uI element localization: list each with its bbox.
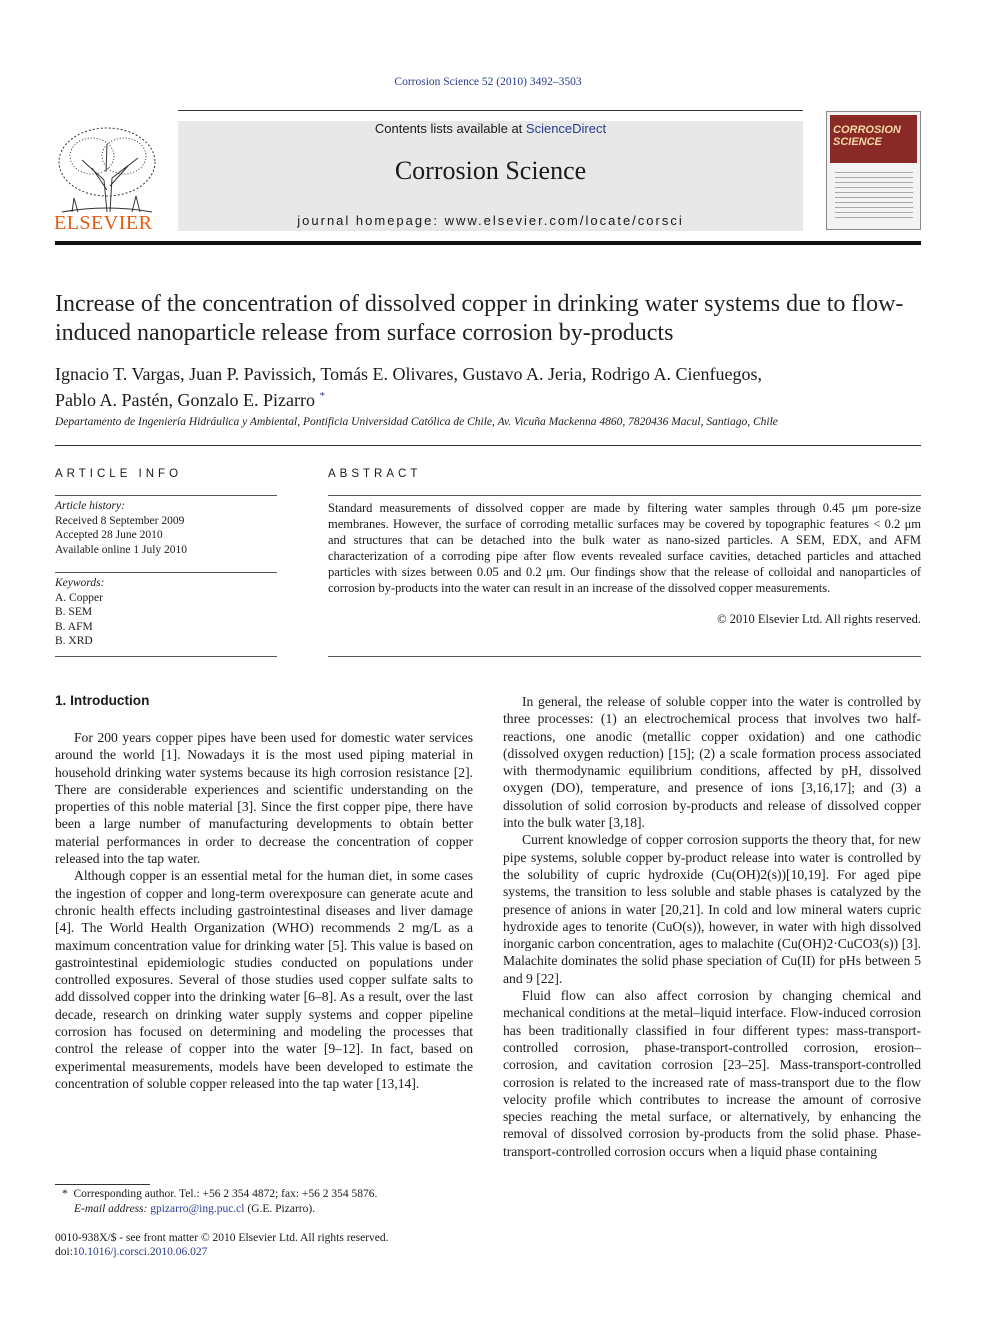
- email-label: E-mail address:: [74, 1202, 151, 1215]
- article-info-label: ARTICLE INFO: [55, 468, 183, 480]
- online-date: Available online 1 July 2010: [55, 543, 188, 556]
- article-history: [55, 499, 187, 557]
- section-heading-introduction: 1. Introduction: [55, 693, 150, 708]
- corresponding-author-mark[interactable]: *: [319, 390, 325, 402]
- info-rule: [55, 656, 277, 657]
- doi-line: [55, 1245, 475, 1259]
- cover-contents-lines: [835, 172, 913, 222]
- body-paragraph: In general, the release of soluble copper into the water is controlled by three processes: (1) an electrochemical process that involves two half-reactions, one anodic (metallic copper oxidation) and one cathodic (dissolved oxygen reduction) [15]; (2) a scale formation process associated with thermodynamic equilibrium conditions, affected by pH, dissolved oxygen (DO), temperature, and presence of ions [3,16,17]; and (3) a dissolution of solid corrosion by-products and release of dissolved copper into the bulk water [3,18].: [503, 694, 921, 831]
- received-date: Received 8 September 2009: [55, 514, 185, 527]
- doi-label: doi:: [55, 1246, 73, 1258]
- journal-cover-thumbnail[interactable]: [826, 111, 921, 230]
- author-list: [55, 363, 935, 411]
- journal-name: Corrosion Science: [394, 156, 587, 185]
- cover-title: CORROSION SCIENCE: [833, 124, 901, 148]
- header-rule: [178, 110, 803, 111]
- body-column-left: [55, 729, 473, 1092]
- body-paragraph: Current knowledge of copper corrosion supports the theory that, for new pipe systems, soluble copper by-product release into water is controlled by the solubility of cupric hydroxide (Cu(OH)2(s))[10,19]. For aged pipe systems, the transition to less soluble and stable phases is catalyzed by the presence of anions in water [20,21]. In cold and low mineral waters cupric hydroxide ages to tenorite (CuO(s)), however, in water with high dissolved inorganic carbon concentration, ages to malachite (Cu(OH)2·CuCO3(s)) [3]. Malachite dominates the solid phase speciation of Cu(II) for pHs between 5 and 9 [22].: [503, 832, 921, 986]
- body-paragraph: Although copper is an essential metal for the human diet, in some cases the ingestion of copper and long-term overexposure can generate acute and chronic health effects including gastrointestinal diseases and liver damage [4]. The World Health Organization (WHO) recommends 2 mg/L as a maximum concentration value for drinking water [5]. This value is based on gastrointestinal epidemiologic studies conducted on populations under controlled exposures. Several of those studies used copper sulfate salts to add dissolved copper into the drinking water [6–8]. As a result, over the last decade, research on drinking water supply systems and copper pipeline corrosion has focused on determining and modeling the processes that control the release of copper into the water [9–12]. In fact, based on experimental measurements, models have been developed to estimate the concentration of soluble copper released into the tap water [13,14].: [55, 868, 473, 1091]
- issn-line: 0010-938X/$ - see front matter © 2010 Elsevier Ltd. All rights reserved.: [55, 1232, 389, 1244]
- keyword: B. SEM: [55, 606, 93, 618]
- footnote-line: Corresponding author. Tel.: +56 2 354 4872; fax: +56 2 354 5876.: [73, 1188, 378, 1200]
- corresponding-footnote: [62, 1187, 482, 1216]
- header-thick-rule: [55, 241, 921, 245]
- elsevier-wordmark: ELSEVIER: [54, 212, 153, 234]
- doi-link[interactable]: 10.1016/j.corsci.2010.06.027: [72, 1246, 208, 1258]
- info-rule: [55, 495, 277, 496]
- sciencedirect-link[interactable]: ScienceDirect: [525, 121, 607, 136]
- journal-homepage[interactable]: journal homepage: www.elsevier.com/locate/corsci: [297, 213, 684, 228]
- abstract-rule: [328, 656, 921, 657]
- affiliation: Departamento de Ingeniería Hidráulica y Ambiental, Pontificia Universidad Católica de Chile, Av. Vicuña Mackenna 4860, 7820436 Macul, Santiago, Chile: [55, 416, 778, 428]
- footnote-contact: [62, 1187, 482, 1202]
- contents-prefix: Contents lists available at: [374, 121, 526, 136]
- keywords-block: [55, 576, 104, 649]
- history-label: Article history:: [55, 500, 125, 512]
- keywords-label: Keywords:: [55, 577, 105, 589]
- authors-line-1: Ignacio T. Vargas, Juan P. Pavissich, Tomás E. Olivares, Gustavo A. Jeria, Rodrigo A. Cienfuegos,: [55, 364, 763, 384]
- footnote-mark: *: [62, 1188, 68, 1200]
- email-suffix: (G.E. Pizarro).: [244, 1202, 316, 1215]
- body-paragraph: For 200 years copper pipes have been used for domestic water services around the world [1]. Nowadays it is the most used piping material in household drinking water systems because its high corrosion resistance [2]. There are considerable experiences and scientific understanding on the properties of this noble material [3]. Since the first copper pipe, there have been a large number of manufacturing developments to obtain better material performances in order to decrease the concentration of copper released into the tap water.: [55, 730, 473, 867]
- keyword: B. XRD: [55, 635, 93, 647]
- abstract-copyright: © 2010 Elsevier Ltd. All rights reserved.: [717, 612, 921, 626]
- body-column-right: [503, 693, 921, 1160]
- contents-line: [178, 121, 803, 136]
- abstract-text: Standard measurements of dissolved copper are made by filtering water samples through 0.45 μm pore-size membranes. However, the surface of corroding metallic surfaces may be covered by topographic features < 0.2 μm and structures that can be detached into the bulk water as nano-sized particles. A SEM, EDX, and AFM characterization of a corroding pipe after flow events revealed surface cavities, detached particles and attached particles with sizes between 0.05 and 0.2 μm. Our findings show that the release of colloidal and nanoparticles of corrosion by-products into the water can result in an increase of the dissolved copper measurements.: [328, 501, 921, 595]
- article-title: Increase of the concentration of dissolved copper in drinking water systems due to flow-induced nanoparticle release from surface corrosion by-products: [55, 291, 904, 346]
- accepted-date: Accepted 28 June 2010: [55, 529, 163, 541]
- footnote-rule: [55, 1184, 150, 1185]
- authors-line-2-text: Pablo A. Pastén, Gonzalo E. Pizarro: [55, 390, 315, 410]
- abstract-rule: [328, 495, 921, 496]
- email-link[interactable]: gpizarro@ing.puc.cl: [150, 1202, 245, 1215]
- keyword: B. AFM: [55, 620, 93, 633]
- footnote-email: [62, 1202, 482, 1217]
- journal-citation[interactable]: Corrosion Science 52 (2010) 3492–3503: [394, 76, 582, 88]
- title-rule: [55, 445, 921, 446]
- keyword: A. Copper: [55, 591, 103, 604]
- abstract-label: ABSTRACT: [328, 468, 422, 480]
- front-matter: [55, 1231, 475, 1259]
- authors-line-2: [55, 385, 935, 411]
- info-rule: [55, 572, 277, 573]
- body-paragraph: Fluid flow can also affect corrosion by changing chemical and mechanical conditions at the metal–liquid interface. Flow-induced corrosion has been traditionally classified in four different types: mass-transport-controlled corrosion, phase-transport-controlled corrosion, erosion–corrosion, and cavitation corrosion [23–25]. Mass-transport-controlled corrosion is related to the increased rate of mass-transport due to the flow velocity profile which contributes to increase the amount of corrosive species reaching the metal surface, or alternatively, by enhancing the removal of dissolved corrosion by-products from the solid phase. Phase-transport-controlled corrosion occurs when a liquid phase containing: [503, 988, 921, 1159]
